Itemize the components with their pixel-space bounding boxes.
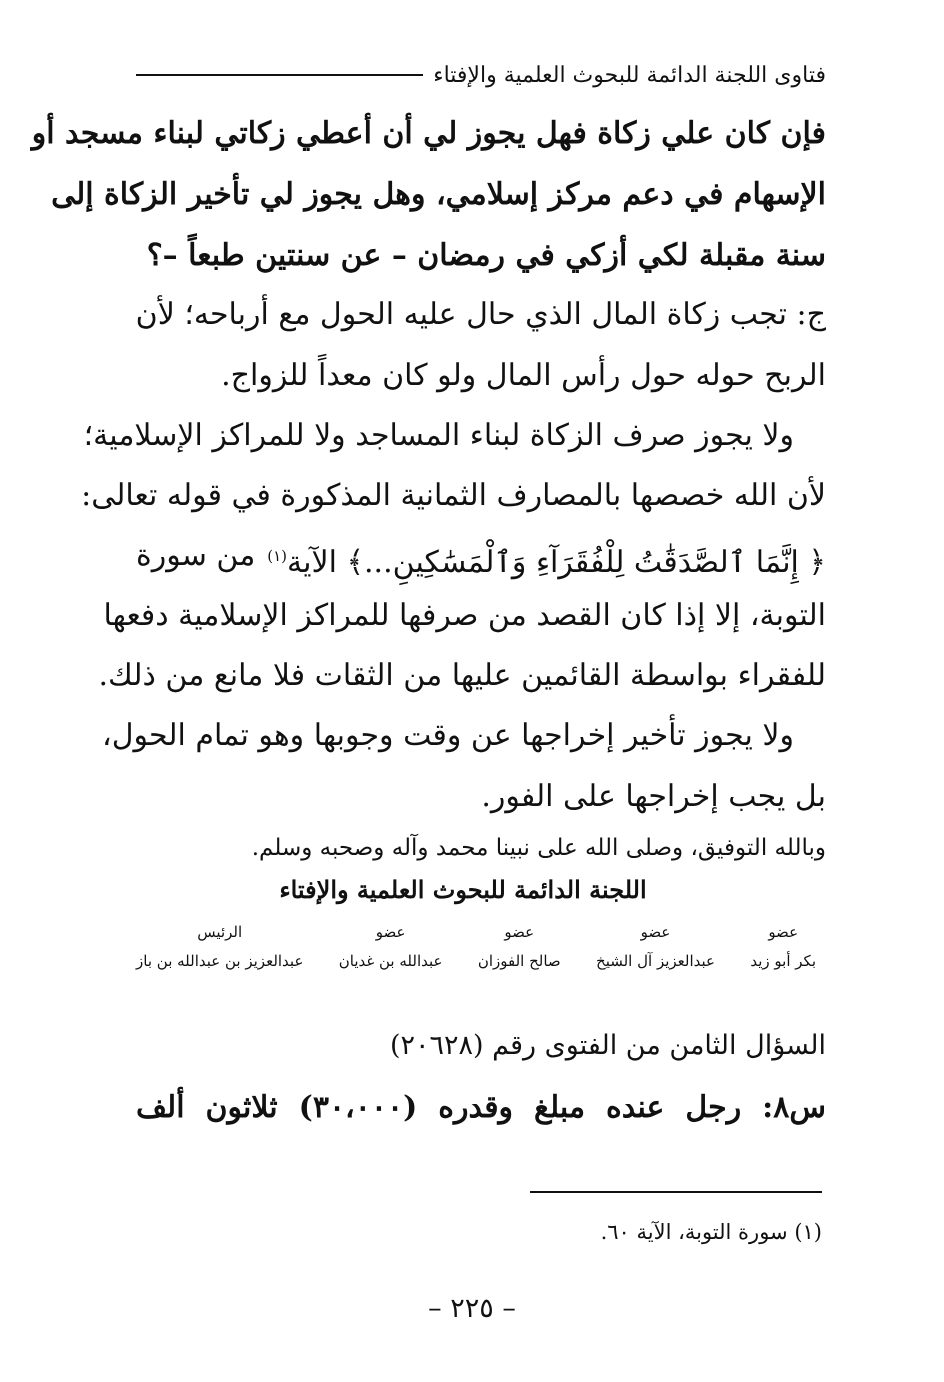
committee-name: اللجنة الدائمة للبحوث العلمية والإفتاء [279,875,647,904]
signatory-name: صالح الفوزان [477,952,561,970]
signatory-name: عبدالعزيز بن عبدالله بن باز [136,952,304,970]
signatory [339,918,443,988]
footnote: (١) سورة التوبة، الآية ٦٠. [600,1220,822,1244]
signatory [596,918,715,988]
signatories [136,918,816,988]
signatory-name: بكر أبو زيد [750,952,816,970]
signatory-name: عبدالعزيز آل الشيخ [596,952,715,970]
question-line-3: سنة مقبلة لكي أزكي في رمضان – عن سنتين طبعاً –؟ [146,238,826,273]
signatory [478,918,561,988]
signatory-role: عضو [504,923,535,941]
running-header-title: فتاوى اللجنة الدائمة للبحوث العلمية والإفتاء [433,62,826,88]
quran-verse: ﴿ إِنَّمَا ٱلصَّدَقَٰتُ لِلْفُقَرَآءِ وَٱلْمَسَٰكِينِ...﴾ الآية [287,545,826,580]
signatory-role: عضو [375,923,406,941]
signatory-name: عبدالله بن غديان [338,952,443,970]
para2-line-3 [136,534,826,585]
next-question-title: السؤال الثامن من الفتوى رقم (٢٠٦٢٨) [389,1030,826,1061]
question-line-1: فإن كان علي زكاة فهل يجوز لي أن أعطي زكاتي لبناء مسجد أو [31,116,826,151]
running-header [136,58,826,92]
closing-line: وبالله التوفيق، وصلى الله على نبينا محمد وآله وصحبه وسلم. [251,835,826,861]
answer-line-2: الربح حوله حول رأس المال ولو كان معداً للزواج. [221,358,826,393]
signatory-role: الرئيس [197,923,243,941]
header-rule [136,74,423,76]
signatory [136,918,303,988]
para3-line-1: ولا يجوز تأخير إخراجها عن وقت وجوبها وهو تمام الحول، [102,718,794,753]
para2-line-1: ولا يجوز صرف الزكاة لبناء المساجد ولا للمراكز الإسلامية؛ [83,418,794,453]
para2-line-2: لأن الله خصصها بالمصارف الثمانية المذكورة في قوله تعالى: [81,478,826,513]
footnote-marker: (١) [267,547,288,565]
signatory-role: عضو [768,923,799,941]
next-question-line: س٨: رجل عنده مبلغ وقدره (٣٠،٠٠٠) ثلاثون ألف [136,1090,826,1125]
page-number: – ٢٢٥ – [428,1293,516,1324]
para2-line-5: للفقراء بواسطة القائمين عليها من الثقات فلا مانع من ذلك. [98,658,826,693]
para3-line-2: بل يجب إخراجها على الفور. [481,779,826,814]
footnote-rule [530,1191,822,1193]
answer-line-1: ج: تجب زكاة المال الذي حال عليه الحول مع أرباحه؛ لأن [135,297,826,332]
signatory-role: عضو [640,923,671,941]
para2-line-3-tail: من سورة [136,538,256,573]
signatory [750,918,816,988]
question-line-2: الإسهام في دعم مركز إسلامي، وهل يجوز لي تأخير الزكاة إلى [51,177,826,212]
para2-line-4: التوبة، إلا إذا كان القصد من صرفها للمراكز الإسلامية دفعها [103,598,826,633]
